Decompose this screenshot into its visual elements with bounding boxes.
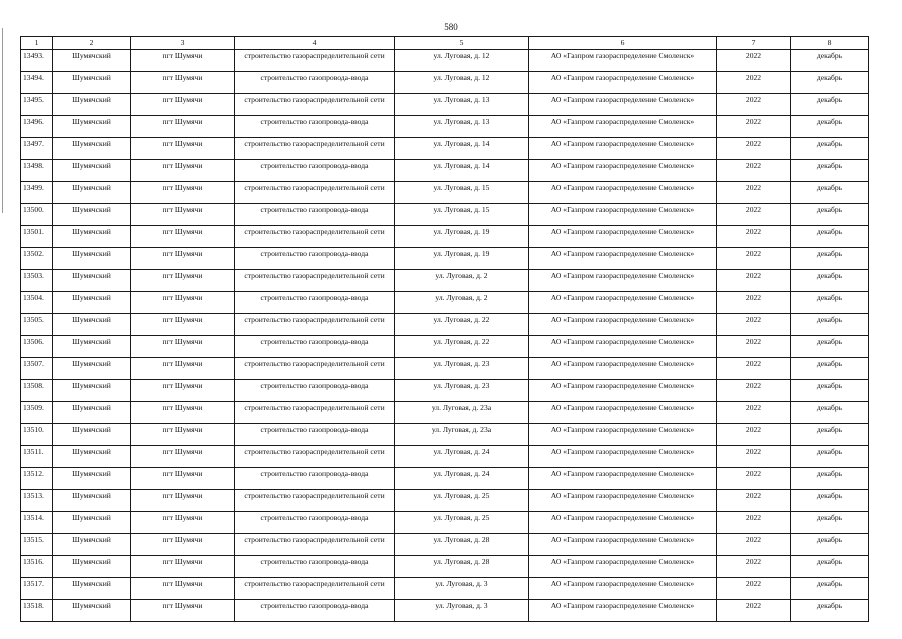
district-cell: Шумячский: [53, 204, 131, 226]
year-cell: 2022: [717, 512, 791, 534]
year-cell: 2022: [717, 380, 791, 402]
table-row: [21, 270, 869, 292]
column-header-2: 2: [53, 37, 131, 50]
row-number-cell: 13512.: [21, 468, 53, 490]
month-cell: декабрь: [791, 402, 869, 424]
address-cell: ул. Луговая, д. 22: [395, 314, 529, 336]
row-number-cell: 13508.: [21, 380, 53, 402]
settlement-cell: пгт Шумячи: [131, 512, 235, 534]
table-row: [21, 556, 869, 578]
table-header: [21, 37, 869, 50]
organization-cell: АО «Газпром газораспределение Смоленск»: [529, 160, 717, 182]
table-row: [21, 424, 869, 446]
column-header-1: 1: [21, 37, 53, 50]
organization-cell: АО «Газпром газораспределение Смоленск»: [529, 556, 717, 578]
year-cell: 2022: [717, 72, 791, 94]
settlement-cell: пгт Шумячи: [131, 358, 235, 380]
settlement-cell: пгт Шумячи: [131, 534, 235, 556]
address-cell: ул. Луговая, д. 22: [395, 336, 529, 358]
address-cell: ул. Луговая, д. 24: [395, 446, 529, 468]
district-cell: Шумячский: [53, 160, 131, 182]
year-cell: 2022: [717, 248, 791, 270]
year-cell: 2022: [717, 446, 791, 468]
work-type-cell: строительство газораспределительной сети: [235, 226, 395, 248]
address-cell: ул. Луговая, д. 12: [395, 50, 529, 72]
month-cell: декабрь: [791, 94, 869, 116]
table-row: [21, 182, 869, 204]
year-cell: 2022: [717, 534, 791, 556]
row-number-cell: 13498.: [21, 160, 53, 182]
month-cell: декабрь: [791, 50, 869, 72]
page-number: 580: [444, 22, 458, 32]
month-cell: декабрь: [791, 182, 869, 204]
row-number-cell: 13507.: [21, 358, 53, 380]
year-cell: 2022: [717, 468, 791, 490]
settlement-cell: пгт Шумячи: [131, 556, 235, 578]
organization-cell: АО «Газпром газораспределение Смоленск»: [529, 292, 717, 314]
work-type-cell: строительство газораспределительной сети: [235, 534, 395, 556]
row-number-cell: 13497.: [21, 138, 53, 160]
address-cell: ул. Луговая, д. 19: [395, 248, 529, 270]
organization-cell: АО «Газпром газораспределение Смоленск»: [529, 182, 717, 204]
organization-cell: АО «Газпром газораспределение Смоленск»: [529, 204, 717, 226]
row-number-cell: 13493.: [21, 50, 53, 72]
month-cell: декабрь: [791, 116, 869, 138]
work-type-cell: строительство газораспределительной сети: [235, 182, 395, 204]
settlement-cell: пгт Шумячи: [131, 336, 235, 358]
row-number-cell: 13514.: [21, 512, 53, 534]
month-cell: декабрь: [791, 292, 869, 314]
row-number-cell: 13496.: [21, 116, 53, 138]
address-cell: ул. Луговая, д. 2: [395, 292, 529, 314]
row-number-cell: 13494.: [21, 72, 53, 94]
row-number-cell: 13511.: [21, 446, 53, 468]
month-cell: декабрь: [791, 138, 869, 160]
table-row: [21, 380, 869, 402]
district-cell: Шумячский: [53, 380, 131, 402]
settlement-cell: пгт Шумячи: [131, 72, 235, 94]
organization-cell: АО «Газпром газораспределение Смоленск»: [529, 490, 717, 512]
work-type-cell: строительство газопровода-ввода: [235, 248, 395, 270]
column-header-8: 8: [791, 37, 869, 50]
work-type-cell: строительство газопровода-ввода: [235, 292, 395, 314]
organization-cell: АО «Газпром газораспределение Смоленск»: [529, 336, 717, 358]
settlement-cell: пгт Шумячи: [131, 50, 235, 72]
work-type-cell: строительство газораспределительной сети: [235, 94, 395, 116]
table-row: [21, 446, 869, 468]
settlement-cell: пгт Шумячи: [131, 270, 235, 292]
month-cell: декабрь: [791, 600, 869, 622]
year-cell: 2022: [717, 314, 791, 336]
settlement-cell: пгт Шумячи: [131, 138, 235, 160]
work-type-cell: строительство газораспределительной сети: [235, 50, 395, 72]
column-header-5: 5: [395, 37, 529, 50]
district-cell: Шумячский: [53, 578, 131, 600]
table-row: [21, 116, 869, 138]
settlement-cell: пгт Шумячи: [131, 600, 235, 622]
address-cell: ул. Луговая, д. 14: [395, 160, 529, 182]
row-number-cell: 13503.: [21, 270, 53, 292]
work-type-cell: строительство газораспределительной сети: [235, 314, 395, 336]
address-cell: ул. Луговая, д. 24: [395, 468, 529, 490]
address-cell: ул. Луговая, д. 23: [395, 358, 529, 380]
month-cell: декабрь: [791, 336, 869, 358]
organization-cell: АО «Газпром газораспределение Смоленск»: [529, 226, 717, 248]
organization-cell: АО «Газпром газораспределение Смоленск»: [529, 270, 717, 292]
settlement-cell: пгт Шумячи: [131, 94, 235, 116]
address-cell: ул. Луговая, д. 25: [395, 490, 529, 512]
table-row: [21, 72, 869, 94]
year-cell: 2022: [717, 182, 791, 204]
district-cell: Шумячский: [53, 446, 131, 468]
district-cell: Шумячский: [53, 490, 131, 512]
month-cell: декабрь: [791, 534, 869, 556]
district-cell: Шумячский: [53, 534, 131, 556]
district-cell: Шумячский: [53, 468, 131, 490]
organization-cell: АО «Газпром газораспределение Смоленск»: [529, 534, 717, 556]
address-cell: ул. Луговая, д. 28: [395, 534, 529, 556]
address-cell: ул. Луговая, д. 25: [395, 512, 529, 534]
settlement-cell: пгт Шумячи: [131, 116, 235, 138]
month-cell: декабрь: [791, 446, 869, 468]
row-number-cell: 13501.: [21, 226, 53, 248]
year-cell: 2022: [717, 578, 791, 600]
work-type-cell: строительство газораспределительной сети: [235, 270, 395, 292]
year-cell: 2022: [717, 226, 791, 248]
work-type-cell: строительство газопровода-ввода: [235, 512, 395, 534]
district-cell: Шумячский: [53, 182, 131, 204]
work-type-cell: строительство газораспределительной сети: [235, 402, 395, 424]
row-number-cell: 13510.: [21, 424, 53, 446]
column-header-7: 7: [717, 37, 791, 50]
month-cell: декабрь: [791, 380, 869, 402]
column-header-6: 6: [529, 37, 717, 50]
settlement-cell: пгт Шумячи: [131, 446, 235, 468]
table-row: [21, 226, 869, 248]
work-type-cell: строительство газопровода-ввода: [235, 204, 395, 226]
settlement-cell: пгт Шумячи: [131, 314, 235, 336]
organization-cell: АО «Газпром газораспределение Смоленск»: [529, 512, 717, 534]
year-cell: 2022: [717, 116, 791, 138]
work-type-cell: строительство газораспределительной сети: [235, 358, 395, 380]
work-type-cell: строительство газопровода-ввода: [235, 160, 395, 182]
address-cell: ул. Луговая, д. 19: [395, 226, 529, 248]
settlement-cell: пгт Шумячи: [131, 380, 235, 402]
month-cell: декабрь: [791, 204, 869, 226]
table-row: [21, 94, 869, 116]
address-cell: ул. Луговая, д. 3: [395, 600, 529, 622]
year-cell: 2022: [717, 402, 791, 424]
settlement-cell: пгт Шумячи: [131, 578, 235, 600]
table-row: [21, 314, 869, 336]
settlement-cell: пгт Шумячи: [131, 402, 235, 424]
work-type-cell: строительство газопровода-ввода: [235, 336, 395, 358]
settlement-cell: пгт Шумячи: [131, 160, 235, 182]
work-type-cell: строительство газопровода-ввода: [235, 556, 395, 578]
district-cell: Шумячский: [53, 138, 131, 160]
month-cell: декабрь: [791, 160, 869, 182]
work-type-cell: строительство газораспределительной сети: [235, 578, 395, 600]
district-cell: Шумячский: [53, 292, 131, 314]
address-cell: ул. Луговая, д. 23: [395, 380, 529, 402]
table-row: [21, 204, 869, 226]
settlement-cell: пгт Шумячи: [131, 424, 235, 446]
organization-cell: АО «Газпром газораспределение Смоленск»: [529, 600, 717, 622]
organization-cell: АО «Газпром газораспределение Смоленск»: [529, 468, 717, 490]
settlement-cell: пгт Шумячи: [131, 292, 235, 314]
month-cell: декабрь: [791, 314, 869, 336]
address-cell: ул. Луговая, д. 13: [395, 116, 529, 138]
work-type-cell: строительство газопровода-ввода: [235, 468, 395, 490]
address-cell: ул. Луговая, д. 13: [395, 94, 529, 116]
column-header-4: 4: [235, 37, 395, 50]
row-number-cell: 13509.: [21, 402, 53, 424]
organization-cell: АО «Газпром газораспределение Смоленск»: [529, 446, 717, 468]
organization-cell: АО «Газпром газораспределение Смоленск»: [529, 94, 717, 116]
year-cell: 2022: [717, 292, 791, 314]
month-cell: декабрь: [791, 512, 869, 534]
district-cell: Шумячский: [53, 556, 131, 578]
table-row: [21, 160, 869, 182]
year-cell: 2022: [717, 270, 791, 292]
settlement-cell: пгт Шумячи: [131, 468, 235, 490]
table-row: [21, 578, 869, 600]
table-row: [21, 358, 869, 380]
district-cell: Шумячский: [53, 402, 131, 424]
month-cell: декабрь: [791, 248, 869, 270]
organization-cell: АО «Газпром газораспределение Смоленск»: [529, 248, 717, 270]
district-cell: Шумячский: [53, 358, 131, 380]
organization-cell: АО «Газпром газораспределение Смоленск»: [529, 424, 717, 446]
table-row: [21, 248, 869, 270]
table-row: [21, 336, 869, 358]
table-row: [21, 138, 869, 160]
work-type-cell: строительство газораспределительной сети: [235, 446, 395, 468]
district-cell: Шумячский: [53, 72, 131, 94]
year-cell: 2022: [717, 94, 791, 116]
table-row: [21, 490, 869, 512]
month-cell: декабрь: [791, 424, 869, 446]
settlement-cell: пгт Шумячи: [131, 182, 235, 204]
organization-cell: АО «Газпром газораспределение Смоленск»: [529, 72, 717, 94]
work-type-cell: строительство газораспределительной сети: [235, 490, 395, 512]
table-row: [21, 512, 869, 534]
district-cell: Шумячский: [53, 94, 131, 116]
year-cell: 2022: [717, 160, 791, 182]
year-cell: 2022: [717, 50, 791, 72]
row-number-cell: 13505.: [21, 314, 53, 336]
month-cell: декабрь: [791, 72, 869, 94]
district-cell: Шумячский: [53, 116, 131, 138]
table-body: [21, 50, 869, 622]
year-cell: 2022: [717, 424, 791, 446]
row-number-cell: 13495.: [21, 94, 53, 116]
district-cell: Шумячский: [53, 50, 131, 72]
settlement-cell: пгт Шумячи: [131, 204, 235, 226]
address-cell: ул. Луговая, д. 3: [395, 578, 529, 600]
address-cell: ул. Луговая, д. 28: [395, 556, 529, 578]
row-number-cell: 13518.: [21, 600, 53, 622]
row-number-cell: 13516.: [21, 556, 53, 578]
district-cell: Шумячский: [53, 270, 131, 292]
settlement-cell: пгт Шумячи: [131, 490, 235, 512]
settlement-cell: пгт Шумячи: [131, 226, 235, 248]
month-cell: декабрь: [791, 556, 869, 578]
month-cell: декабрь: [791, 490, 869, 512]
district-cell: Шумячский: [53, 314, 131, 336]
row-number-cell: 13515.: [21, 534, 53, 556]
work-type-cell: строительство газопровода-ввода: [235, 600, 395, 622]
month-cell: декабрь: [791, 358, 869, 380]
table-row: [21, 600, 869, 622]
row-number-cell: 13504.: [21, 292, 53, 314]
scan-edge-mark: [2, 28, 3, 213]
organization-cell: АО «Газпром газораспределение Смоленск»: [529, 314, 717, 336]
organization-cell: АО «Газпром газораспределение Смоленск»: [529, 116, 717, 138]
row-number-cell: 13502.: [21, 248, 53, 270]
month-cell: декабрь: [791, 468, 869, 490]
month-cell: декабрь: [791, 578, 869, 600]
organization-cell: АО «Газпром газораспределение Смоленск»: [529, 50, 717, 72]
work-type-cell: строительство газопровода-ввода: [235, 424, 395, 446]
organization-cell: АО «Газпром газораспределение Смоленск»: [529, 402, 717, 424]
organization-cell: АО «Газпром газораспределение Смоленск»: [529, 358, 717, 380]
address-cell: ул. Луговая, д. 12: [395, 72, 529, 94]
work-type-cell: строительство газопровода-ввода: [235, 380, 395, 402]
work-type-cell: строительство газопровода-ввода: [235, 116, 395, 138]
district-cell: Шумячский: [53, 226, 131, 248]
address-cell: ул. Луговая, д. 23а: [395, 402, 529, 424]
year-cell: 2022: [717, 204, 791, 226]
year-cell: 2022: [717, 556, 791, 578]
organization-cell: АО «Газпром газораспределение Смоленск»: [529, 380, 717, 402]
table-row: [21, 402, 869, 424]
district-cell: Шумячский: [53, 424, 131, 446]
district-cell: Шумячский: [53, 336, 131, 358]
row-number-cell: 13506.: [21, 336, 53, 358]
year-cell: 2022: [717, 600, 791, 622]
row-number-cell: 13500.: [21, 204, 53, 226]
header-row: [21, 37, 869, 50]
table-row: [21, 468, 869, 490]
address-cell: ул. Луговая, д. 15: [395, 204, 529, 226]
gasification-table: [20, 36, 869, 622]
year-cell: 2022: [717, 358, 791, 380]
settlement-cell: пгт Шумячи: [131, 248, 235, 270]
district-cell: Шумячский: [53, 600, 131, 622]
row-number-cell: 13517.: [21, 578, 53, 600]
district-cell: Шумячский: [53, 512, 131, 534]
table-row: [21, 292, 869, 314]
month-cell: декабрь: [791, 226, 869, 248]
month-cell: декабрь: [791, 270, 869, 292]
address-cell: ул. Луговая, д. 14: [395, 138, 529, 160]
year-cell: 2022: [717, 490, 791, 512]
address-cell: ул. Луговая, д. 23а: [395, 424, 529, 446]
address-cell: ул. Луговая, д. 2: [395, 270, 529, 292]
district-cell: Шумячский: [53, 248, 131, 270]
work-type-cell: строительство газораспределительной сети: [235, 138, 395, 160]
row-number-cell: 13513.: [21, 490, 53, 512]
column-header-3: 3: [131, 37, 235, 50]
year-cell: 2022: [717, 336, 791, 358]
table-row: [21, 50, 869, 72]
organization-cell: АО «Газпром газораспределение Смоленск»: [529, 578, 717, 600]
address-cell: ул. Луговая, д. 15: [395, 182, 529, 204]
organization-cell: АО «Газпром газораспределение Смоленск»: [529, 138, 717, 160]
row-number-cell: 13499.: [21, 182, 53, 204]
year-cell: 2022: [717, 138, 791, 160]
work-type-cell: строительство газопровода-ввода: [235, 72, 395, 94]
table-row: [21, 534, 869, 556]
